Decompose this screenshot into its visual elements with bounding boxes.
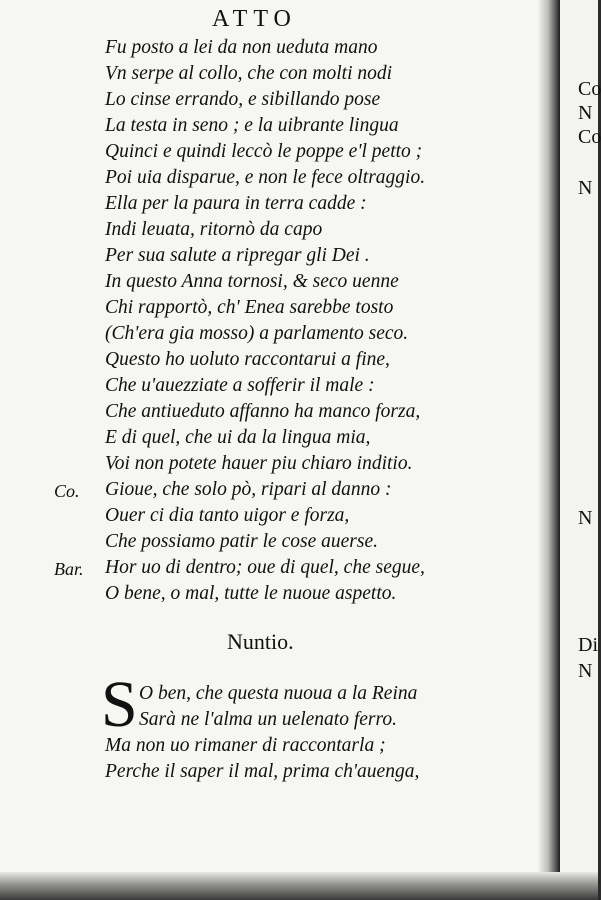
right-page-fragment: N: [578, 507, 593, 529]
book-gutter: [538, 0, 560, 900]
verse-line: Per sua salute a ripregar gli Dei .: [105, 245, 370, 266]
verse-line: Indi leuata, ritornò da capo: [105, 219, 323, 240]
drop-capital: S: [101, 668, 138, 741]
verse-line: Che possiamo patir le cose auerse.: [105, 531, 378, 552]
verse-line: Lo cinse errando, e sibillando pose: [105, 89, 381, 110]
right-page-fragment: N: [578, 660, 593, 682]
right-page-fragment: N: [578, 177, 593, 199]
speaker-label: Bar.: [54, 559, 84, 579]
verse-line: Perche il saper il mal, prima ch'auenga,: [105, 761, 420, 782]
verse-line: Fu posto a lei da non ueduta mano: [105, 37, 378, 58]
verse-line: Che antiueduto affanno ha manco forza,: [105, 401, 421, 422]
verse-line: La testa in seno ; e la uibrante lingua: [105, 115, 399, 136]
verse-line: Quinci e quindi leccò le poppe e'l petto ;: [105, 141, 423, 162]
right-page-fragment: Co: [578, 78, 601, 100]
verse-line: Ouer ci dia tanto uigor e forza,: [105, 505, 350, 526]
verse-line: Ma non uo rimaner di raccontarla ;: [105, 735, 386, 756]
verse-line: Hor uo di dentro; oue di quel, che segue,: [105, 557, 425, 578]
verse-line: Sarà ne l'alma un uelenato ferro.: [139, 709, 398, 730]
page-bottom-edge: [0, 872, 598, 900]
verse-line: Vn serpe al collo, che con molti nodi: [105, 63, 393, 84]
verse-line: Voi non potete hauer piu chiaro inditio.: [105, 453, 413, 474]
verse-line: Ella per la paura in terra cadde :: [105, 193, 367, 214]
right-page-fragment: Di: [578, 634, 598, 656]
speaker-label: Co.: [54, 481, 80, 501]
verse-line: O bene, o mal, tutte le nuoue aspetto.: [105, 583, 397, 604]
verse-line: O ben, che questa nuoua a la Reina: [139, 683, 418, 704]
right-page-fragment: N: [578, 102, 593, 124]
verse-line: Che u'auezziate a sofferir il male :: [105, 375, 375, 396]
verse-line: Poi uia disparue, e non le fece oltraggio.: [105, 167, 426, 188]
verse-line: E di quel, che ui da la lingua mia,: [105, 427, 371, 448]
verse-line: Gioue, che solo pò, ripari al danno :: [105, 479, 392, 500]
verse-line: (Ch'era gia mosso) a parlamento seco.: [105, 323, 409, 344]
section-title: Nuntio.: [227, 629, 294, 654]
verse-line: Questo ho uoluto raccontarui a fine,: [105, 349, 390, 370]
verse-line: In questo Anna tornosi, & seco uenne: [105, 271, 399, 292]
verse-line: Chi rapportò, ch' Enea sarebbe tosto: [105, 297, 394, 318]
running-header: ATTO: [212, 6, 297, 32]
right-page-fragment: Co: [578, 126, 601, 148]
